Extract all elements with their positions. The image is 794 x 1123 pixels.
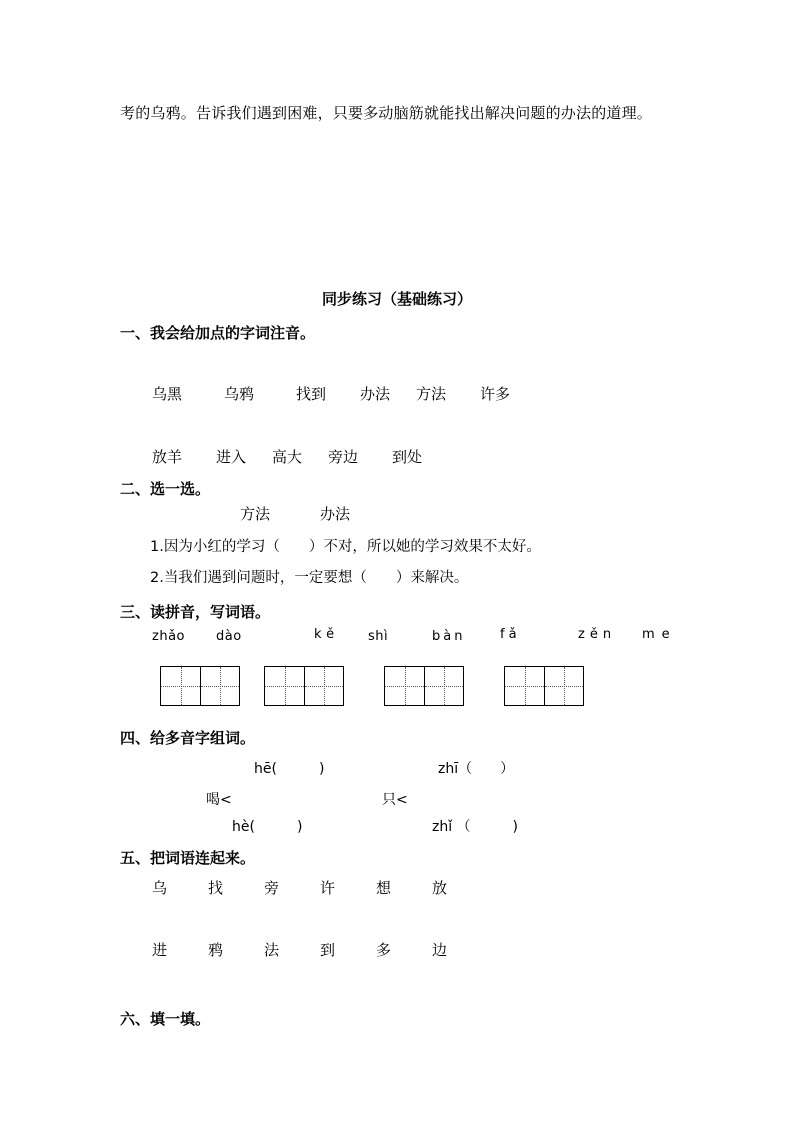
match-char[interactable]: 找	[208, 879, 224, 897]
pinyin-label: bàn	[432, 629, 466, 644]
match-char[interactable]: 法	[264, 941, 280, 959]
match-char[interactable]: 到	[320, 941, 336, 959]
word-item: 旁边	[328, 448, 359, 466]
writing-cell[interactable]	[424, 667, 463, 705]
page-title: 同步练习（基础练习）	[321, 290, 472, 308]
writing-cell[interactable]	[544, 667, 583, 705]
polyphone-he1: hē( )	[254, 761, 325, 777]
polyphone-he2: hè( )	[232, 819, 303, 835]
word-item: 高大	[272, 448, 303, 466]
word-item: 找到	[296, 385, 327, 403]
match-char[interactable]: 进	[152, 941, 168, 959]
word-item: 乌黑	[152, 385, 183, 403]
option-word: 办法	[320, 505, 351, 523]
writing-grid[interactable]	[160, 666, 240, 706]
match-char[interactable]: 旁	[264, 879, 280, 897]
writing-grid[interactable]	[504, 666, 584, 706]
writing-cell[interactable]	[265, 667, 304, 705]
intro-text: 考的乌鸦。告诉我们遇到困难，只要多动脑筋就能找出解决问题的办法的道理。	[120, 104, 653, 122]
polyphone-char-he: 喝<	[206, 792, 232, 808]
pinyin-label: fǎ	[500, 627, 521, 642]
match-char[interactable]: 乌	[152, 879, 168, 897]
writing-cell[interactable]	[385, 667, 424, 705]
section-3-heading: 三、读拼音，写词语。	[120, 603, 271, 621]
question-2: 2.当我们遇到问题时，一定要想（ ）来解决。	[150, 570, 469, 586]
word-item: 放羊	[152, 448, 183, 466]
writing-cell[interactable]	[304, 667, 343, 705]
match-char[interactable]: 边	[432, 941, 448, 959]
section-6-heading: 六、填一填。	[120, 1010, 211, 1028]
writing-cell[interactable]	[161, 667, 200, 705]
match-char[interactable]: 鸦	[208, 941, 224, 959]
section-2-heading: 二、选一选。	[120, 480, 211, 498]
section-4-heading: 四、给多音字组词。	[120, 729, 256, 747]
polyphone-zhi1: zhī（ ）	[438, 761, 515, 777]
writing-grid[interactable]	[264, 666, 344, 706]
section-1-heading: 一、我会给加点的字词注音。	[120, 324, 316, 342]
match-char[interactable]: 多	[376, 941, 392, 959]
match-char[interactable]: 许	[320, 879, 336, 897]
pinyin-label: shì	[368, 629, 389, 644]
pinyin-label: kě	[314, 627, 340, 642]
question-1: 1.因为小红的学习（ ）不对，所以她的学习效果不太好。	[150, 539, 541, 555]
pinyin-label: zěn	[578, 627, 617, 642]
polyphone-zhi2: zhǐ （ )	[432, 819, 519, 835]
polyphone-char-zhi: 只<	[382, 792, 408, 808]
option-word: 方法	[240, 505, 271, 523]
word-item: 到处	[392, 448, 423, 466]
section-5-heading: 五、把词语连起来。	[120, 849, 256, 867]
writing-cell[interactable]	[505, 667, 544, 705]
word-item: 许多	[480, 385, 511, 403]
word-item: 进入	[216, 448, 247, 466]
writing-cell[interactable]	[200, 667, 239, 705]
writing-grid[interactable]	[384, 666, 464, 706]
match-char[interactable]: 放	[432, 879, 448, 897]
pinyin-label: dào	[216, 629, 242, 644]
word-item: 办法	[360, 385, 391, 403]
word-item: 方法	[416, 385, 447, 403]
match-char[interactable]: 想	[376, 879, 392, 897]
pinyin-label: zhǎo	[152, 629, 185, 644]
pinyin-label: me	[642, 627, 677, 642]
word-item: 乌鸦	[224, 385, 255, 403]
